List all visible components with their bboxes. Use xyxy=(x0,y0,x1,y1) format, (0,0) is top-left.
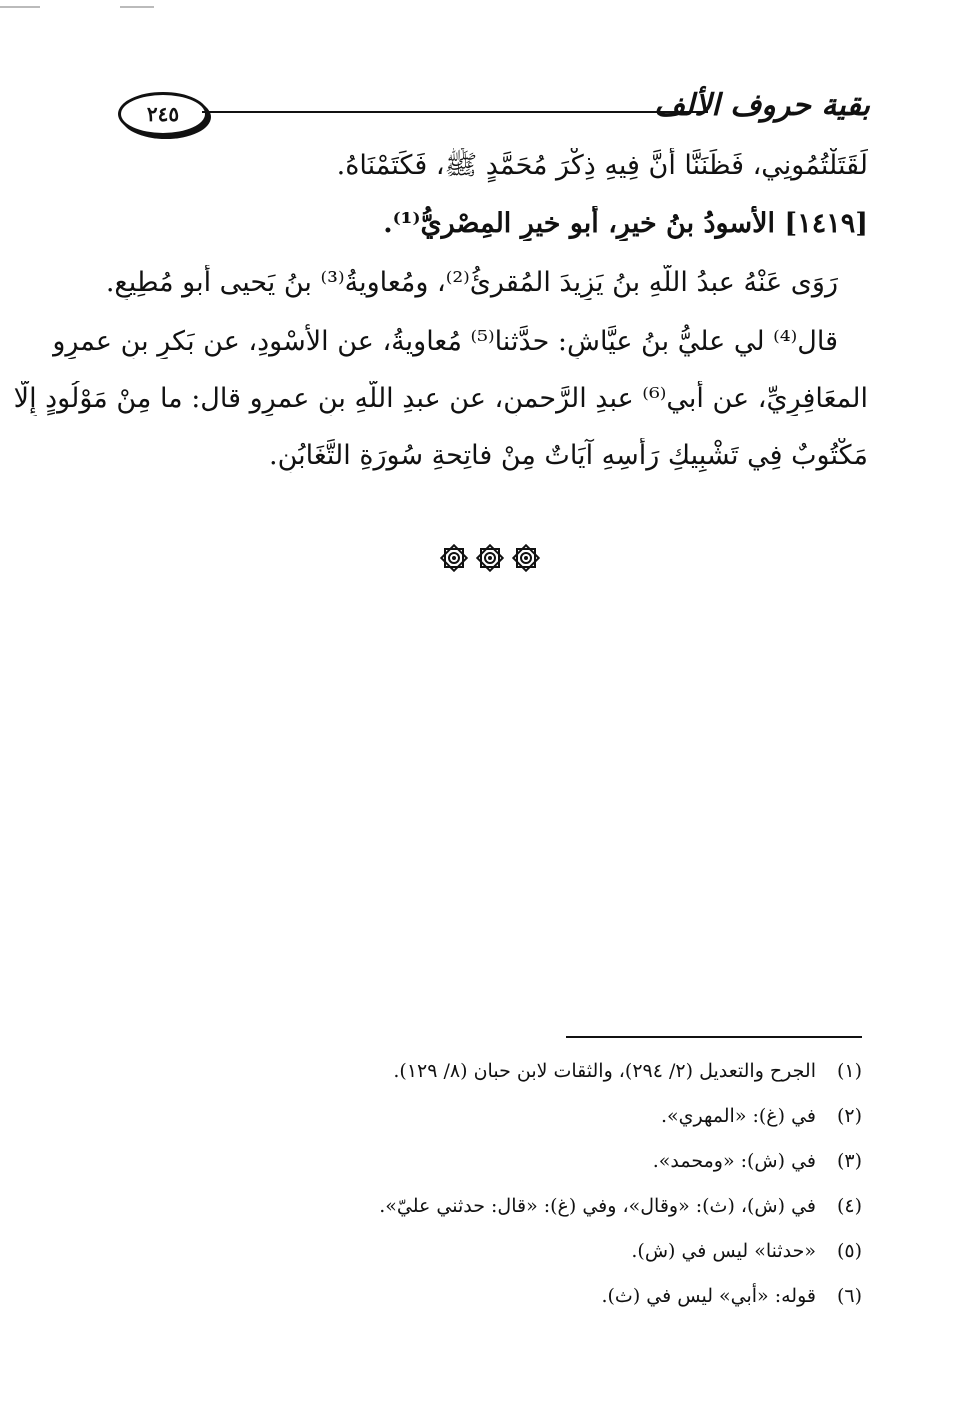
header-rule xyxy=(202,111,708,113)
footnote xyxy=(302,1060,862,1105)
footnote-text: في (غ): «المهري». xyxy=(660,1105,816,1127)
footnote-number: (٣) xyxy=(836,1150,862,1172)
text-line: المعَافِرِيِّ، عن أَبي⁽⁶⁾ عبدِ الرَّحمنِ، عن عبدِ اللَّهِ بنِ عمرٍو قال: ما مِنْ مَوْلُودٍ إِلَّا xyxy=(13,383,868,414)
footnotes xyxy=(302,1060,862,1330)
footnote xyxy=(302,1195,862,1240)
footnote xyxy=(302,1105,862,1150)
footnote-number: (٢) xyxy=(836,1105,862,1127)
footnote xyxy=(302,1150,862,1195)
text-line: رَوَى عَنْهُ عبدُ اللَّهِ بنُ يَزِيدَ المُقرئُ⁽²⁾، ومُعاويةُ⁽³⁾ بنُ يَحيى أبو مُطِيعٍ. xyxy=(105,267,838,298)
scan-edge-mark xyxy=(120,6,154,8)
ornament-icon xyxy=(476,544,504,572)
page-number: ٢٤٥ xyxy=(146,102,180,126)
scan-edge-mark xyxy=(0,6,40,8)
footnote-text: في (ش): «ومحمد». xyxy=(652,1150,816,1172)
ornament-icon xyxy=(512,544,540,572)
footnote-number: (١) xyxy=(836,1060,862,1082)
footnote-number: (٤) xyxy=(836,1195,862,1217)
page-number-badge xyxy=(118,92,208,136)
text-line: قال⁽⁴⁾ لي عليُّ بنُ عيَّاشٍ: حدَّثنا⁽⁵⁾ مُعاويةُ، عن الأَسْودِ، عن بَكرِ بنِ عمرٍو xyxy=(52,326,838,357)
ornament-icon xyxy=(440,544,468,572)
footnote-number: (٥) xyxy=(836,1240,862,1262)
section-divider xyxy=(440,542,540,574)
footnote-separator xyxy=(566,1036,862,1038)
page-header xyxy=(118,88,870,136)
footnote-text: قوله: «أبي» ليس في (ث). xyxy=(601,1285,816,1307)
footnote-text: «حدثنا» ليس في (ش). xyxy=(631,1240,816,1262)
footnote xyxy=(302,1285,862,1330)
running-title: بقية حروف الألف xyxy=(654,88,870,123)
text-line: مَكْتُوبٌ فِي تَشْبِيكِ رَأْسِهِ آيَاتٌ مِنْ فاتِحةِ سُورَةِ التَّغَابُنِ. xyxy=(268,440,868,471)
text-line: لَقَتَلْتُمُونِي، فَظَنَنَّا أَنَّ فِيهِ ذِكْرَ مُحَمَّدٍ ﷺ، فَكَتَمْنَاهُ. xyxy=(336,150,868,181)
footnote-number: (٦) xyxy=(836,1285,862,1307)
footnote-text: في (ش)، (ث): «وقال»، وفي (غ): «قال: حدثني عليّ». xyxy=(379,1195,816,1217)
entry-heading: [١٤١٩] الأَسودُ بنُ خيرٍ، أبو خيرٍ المِصْريُّ⁽¹⁾. xyxy=(383,208,868,239)
footnote xyxy=(302,1240,862,1285)
footnote-text: الجرح والتعديل (٢/ ٢٩٤)، والثقات لابن حبان (٨/ ١٢٩). xyxy=(393,1060,816,1082)
